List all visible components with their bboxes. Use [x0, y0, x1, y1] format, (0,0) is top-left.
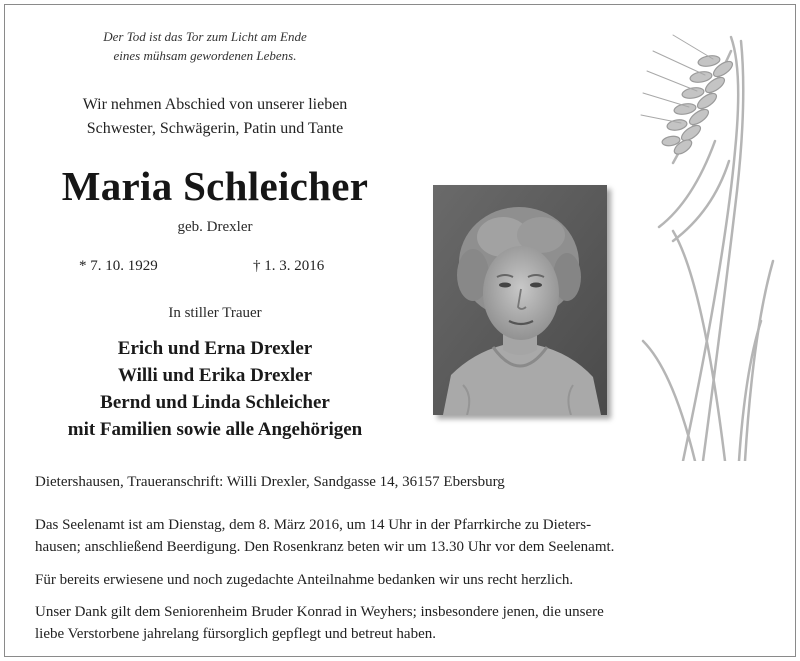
obituary-card: [4, 4, 796, 657]
mourner-line: Willi und Erika Drexler: [117, 365, 313, 386]
maiden-name: geb. Drexler: [177, 219, 253, 235]
mourner-line: Erich und Erna Drexler: [117, 338, 313, 359]
thanks-line: Für bereits erwiesene und noch zugedachte Anteilnahme bedanken wir uns recht herzlich.: [35, 572, 574, 588]
quote-line: eines mühsam gewordenen Lebens.: [113, 48, 297, 63]
farewell-intro: [25, 93, 405, 141]
deceased-name: Maria Schleicher: [61, 163, 369, 209]
mourner-line: Bernd und Linda Schleicher: [100, 392, 330, 413]
intro-line: Wir nehmen Abschied von unserer lieben: [82, 96, 348, 113]
gratitude-note: [35, 601, 780, 645]
mourning-label: In stiller Trauer: [168, 305, 262, 321]
gratitude-line: liebe Verstorbene jahrelang fürsorglich gepflegt und betreut haben.: [35, 626, 436, 642]
quote-line: Der Tod ist das Tor zum Licht am Ende: [103, 29, 307, 44]
death-date: † 1. 3. 2016: [253, 258, 325, 274]
mourners-list: [19, 335, 411, 443]
funeral-details: [35, 514, 780, 558]
address-line: Dietershausen, Traueranschrift: Willi Drexler, Sandgasse 14, 36157 Ebersburg: [35, 474, 505, 490]
funeral-line: hausen; anschließend Beerdigung. Den Rosenkranz beten wir um 13.30 Uhr vor dem Seelenamt.: [35, 539, 615, 555]
wheat-ear-decoration: [613, 31, 783, 461]
mourning-address: [35, 471, 780, 493]
epitaph-quote: [35, 27, 375, 65]
gratitude-line: Unser Dank gilt dem Seniorenheim Bruder Konrad in Weyhers; insbesondere jenen, die unsere: [35, 604, 604, 620]
thanks-note: [35, 569, 780, 591]
funeral-line: Das Seelenamt ist am Dienstag, dem 8. März 2016, um 14 Uhr in der Pfarrkirche zu Dieters-: [35, 517, 592, 533]
portrait-photo: [433, 185, 607, 415]
mourner-line: mit Familien sowie alle Angehörigen: [67, 419, 363, 440]
portrait-image: [433, 185, 607, 415]
intro-line: Schwester, Schwägerin, Patin und Tante: [86, 120, 344, 137]
birth-date: * 7. 10. 1929: [79, 258, 158, 274]
